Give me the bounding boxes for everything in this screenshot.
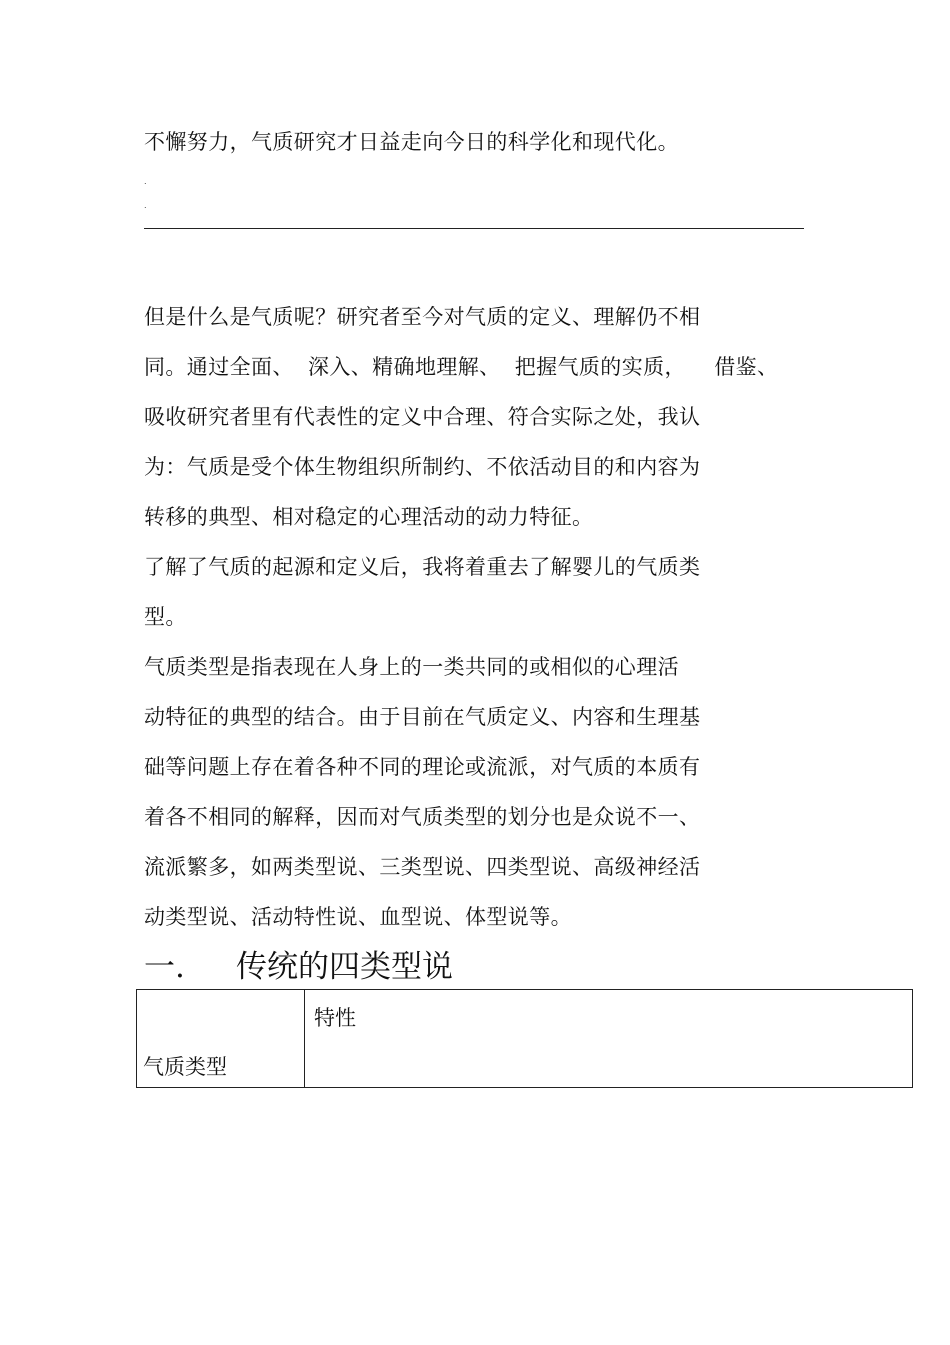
text-line: 为：气质是受个体生物组织所制约、不依活动目的和内容为	[144, 455, 701, 479]
text-line: 动类型说、活动特性说、血型说、体型说等。	[144, 905, 572, 929]
margin-mark-1: .	[144, 177, 147, 186]
section-title: 传统的四类型说	[236, 949, 453, 985]
traits-header-label: 特性	[314, 1006, 356, 1030]
horizontal-rule	[144, 228, 804, 229]
section-heading	[144, 947, 453, 987]
text-line: 动特征的典型的结合。由于目前在气质定义、内容和生理基	[144, 705, 701, 729]
text-line: 了解了气质的起源和定义后，我将着重去了解婴儿的气质类	[144, 555, 701, 579]
text-line: 型。	[144, 605, 187, 629]
text-line: 着各不相同的解释，因而对气质类型的划分也是众说不一、	[144, 805, 701, 829]
temperament-table	[136, 989, 913, 1088]
intro-line: 不懈努力，气质研究才日益走向今日的科学化和现代化。	[144, 130, 679, 154]
text-line: 转移的典型、相对稳定的心理活动的动力特征。	[144, 505, 594, 529]
type-header-label: 气质类型	[143, 1055, 227, 1079]
text-line: 吸收研究者里有代表性的定义中合理、符合实际之处，我认	[144, 405, 701, 429]
text-line: 气质类型是指表现在人身上的一类共同的或相似的心理活	[144, 655, 679, 679]
text-line: 流派繁多，如两类型说、三类型说、四类型说、高级神经活	[144, 855, 701, 879]
table-cell-type-header	[137, 990, 305, 1088]
table-cell-traits-header	[305, 990, 913, 1088]
text-line: 础等问题上存在着各种不同的理论或流派，对气质的本质有	[144, 755, 701, 779]
text-line: 同。通过全面、 深入、精确地理解、 把握气质的实质， 借鉴、	[144, 355, 779, 379]
margin-mark-2: .	[144, 201, 147, 210]
text-line: 但是什么是气质呢？研究者至今对气质的定义、理解仍不相	[144, 305, 701, 329]
section-number: 一.	[144, 949, 185, 985]
table-row	[137, 990, 913, 1088]
